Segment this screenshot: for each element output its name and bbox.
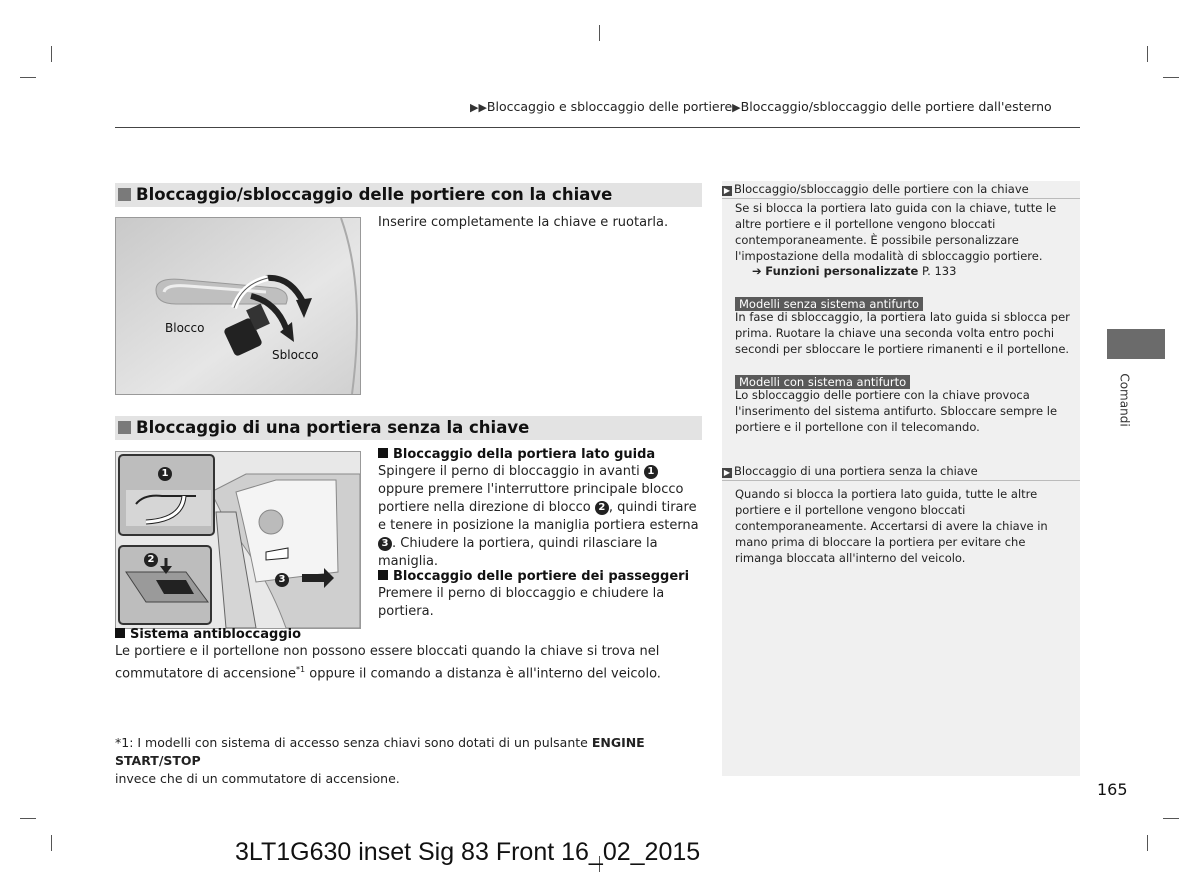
model-badge: Modelli senza sistema antifurto [735,293,923,312]
key-lock-drawing [116,218,360,394]
chapter-tab[interactable] [1107,329,1165,359]
subheading-text: Bloccaggio della portiera lato guida [393,447,656,462]
sidebar-notes [722,181,1080,776]
subheading [378,569,700,584]
crop-mark [1147,46,1148,62]
subheading-text: Sistema antibloccaggio [130,627,302,642]
breadcrumb-arrow-icon: ▶ [732,101,741,114]
breadcrumb-item[interactable]: Bloccaggio/sbloccaggio delle portiere dall'esterno [740,99,1052,114]
section-heading [115,183,702,207]
section-heading [115,416,702,440]
passenger-lock-block [378,569,700,621]
square-bullet-icon [118,421,131,434]
crop-mark [20,818,36,819]
crop-mark [20,77,36,78]
link-text[interactable]: Funzioni personalizzate [765,264,919,278]
square-bullet-icon [378,570,388,580]
key-lock-illustration [115,217,361,395]
subheading-text: Bloccaggio delle portiere dei passeggeri [393,569,690,584]
note1-text: Se si blocca la portiera lato guida con la chiave, tutte le altre portiere e il portellone vengono bloccati contemporaneamente. È possibile personalizzare l'impostazione della modalità di sbloccaggio portiere. [735,201,1057,263]
note-icon: ▶ [723,468,731,477]
marker-1: 1 [644,465,658,479]
section-title: Bloccaggio/sbloccaggio delle portiere con la chiave [136,185,613,204]
door-lock-drawing [116,452,360,628]
section-title: Bloccaggio di una portiera senza la chiave [136,418,530,437]
crop-mark [1163,77,1179,78]
lock-label: Blocco [165,321,205,335]
subheading [115,627,702,642]
note1-link[interactable] [752,263,956,279]
note2-text: Quando si blocca la portiera lato guida, tutte le altre portiere e il portellone vengono bloccati contemporaneamente. Accertarsi di avere la chiave in mano prima di bloccare la portiera per evitare che rimanga bloccata all'interno del veicolo. [735,487,1048,565]
note-heading: ▶ Bloccaggio di una portiera senza la chiave [723,464,978,478]
note-rule [722,480,1080,481]
driver-lock-block [378,447,700,571]
arrow-right-icon: ➔ [752,264,762,278]
pill1-text: In fase di sbloccaggio, la portiera lato guida si sblocca per prima. Ruotare la chiave una seconda volta entro pochi secondi per sbloccare le portiere rimanenti e il portellone. [735,310,1070,356]
crop-mark [599,25,600,41]
section1-text: Inserire completamente la chiave e ruotarla. [378,215,669,230]
breadcrumb-arrow-icon: ▶▶ [470,101,487,114]
door-lock-illustration [115,451,361,629]
crop-mark [1147,835,1148,851]
marker-2: 2 [144,548,158,567]
marker-3: 3 [378,537,392,551]
subheading [378,447,700,462]
model-badge: Modelli con sistema antifurto [735,371,910,390]
square-bullet-icon [115,628,125,638]
crop-mark [51,835,52,851]
footnote-ref[interactable]: *1 [296,665,306,674]
breadcrumb [470,99,1052,114]
page-ref: P. 133 [922,264,957,278]
marker-2: 2 [595,501,609,515]
crop-mark [1163,818,1179,819]
page-number: 165 [1097,780,1128,799]
antilock-text: Le portiere e il portellone non possono essere bloccati quando la chiave si trova nel commutatore di accensione$^{*1}$ oppure il comando a distanza è all'interno del veicolo. [115,644,661,682]
breadcrumb-item[interactable]: Bloccaggio e sbloccaggio delle portiere [486,99,733,114]
chapter-tab-label: Comandi [1117,373,1132,427]
pill2-text: Lo sbloccaggio delle portiere con la chiave provoca l'inserimento del sistema antifurto. Sbloccare sempre le portiere e il portellone con il telecomando. [735,388,1058,434]
note-icon: ▶ [723,186,731,195]
print-slug: 3LT1G630 inset Sig 83 Front 16_02_2015 [235,838,701,866]
square-bullet-icon [378,448,388,458]
driver-lock-text: Spingere il perno di bloccaggio in avanti 1 oppure premere l'interruttore principale blocco portiere nella direzione di blocco 2 , quindi tirare e tenere in posizione la maniglia portiera esterna 3 . Chiudere la portiera, quindi rilasciare la maniglia. [378,464,699,569]
square-bullet-icon [118,188,131,201]
note-rule [722,198,1080,199]
header-rule [115,127,1080,128]
marker-3: 3 [275,568,289,587]
engine-start-stop-label: ENGINE START/STOP [115,735,645,768]
marker-1: 1 [158,462,172,481]
antilock-block [115,627,702,683]
crop-mark [51,46,52,62]
note-heading: ▶ Bloccaggio/sbloccaggio delle portiere con la chiave [723,182,1029,196]
unlock-label: Sblocco [272,348,319,362]
footnote: *1: I modelli con sistema di accesso senza chiavi sono dotati di un pulsante ENGINE START/STOP invece che di un commutatore di accensione. [115,735,645,786]
passenger-lock-text: Premere il perno di bloccaggio e chiudere la portiera. [378,586,665,619]
